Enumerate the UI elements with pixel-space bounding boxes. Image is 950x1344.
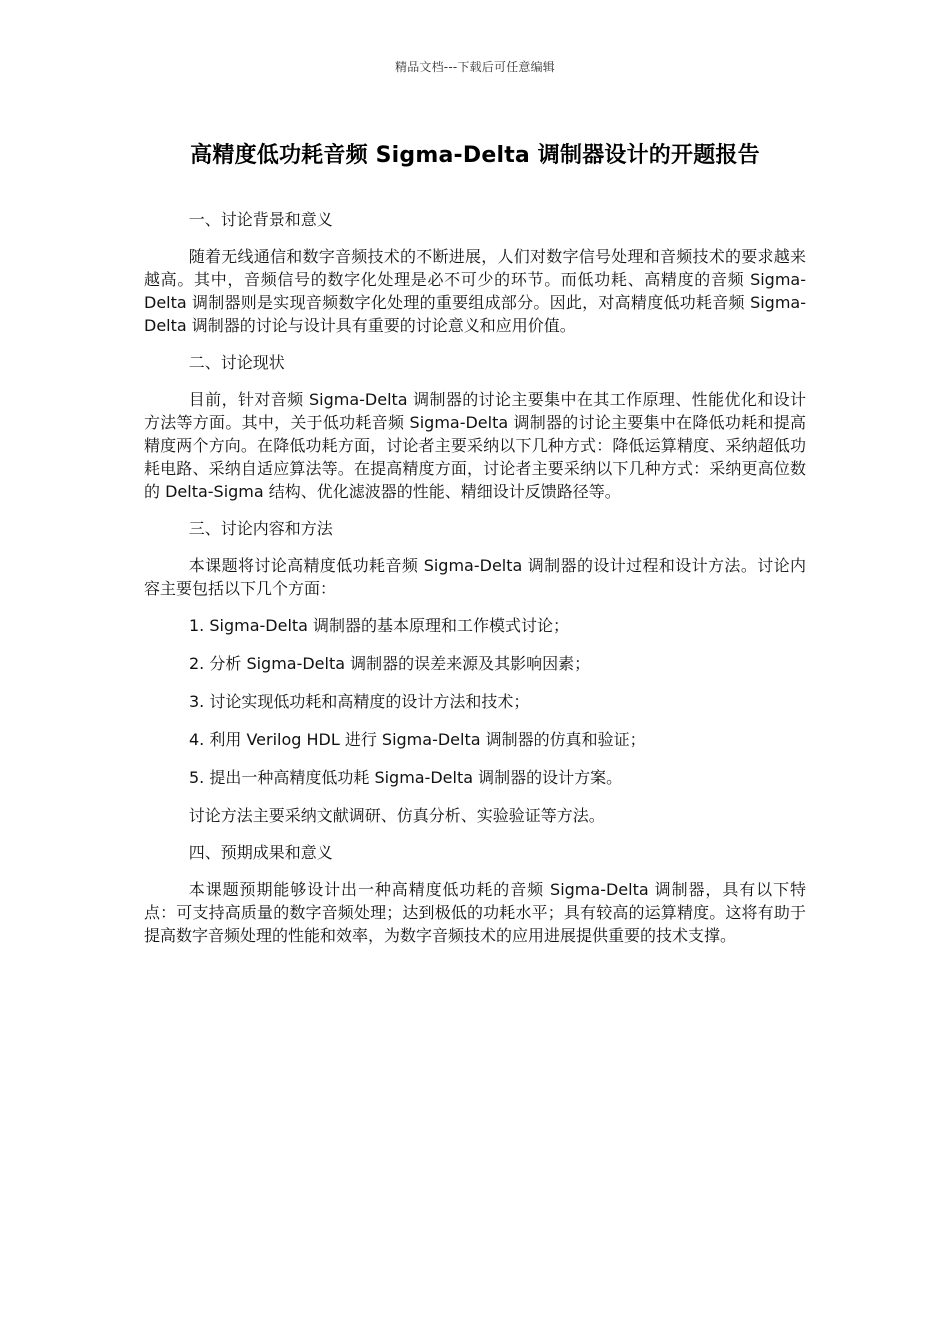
section-heading: 四、预期成果和意义 (188, 843, 333, 862)
section-status (144, 351, 806, 503)
section-heading: 三、讨论内容和方法 (188, 519, 333, 538)
list-item: 2. 分析 Sigma-Delta 调制器的误差来源及其影响因素； (189, 654, 591, 673)
list-item: 5. 提出一种高精度低功耗 Sigma-Delta 调制器的设计方案。 (189, 768, 623, 787)
section-paragraph: 目前，针对音频 Sigma-Delta 调制器的讨论主要集中在其工作原理、性能优化和设计方法等方面。其中，关于低功耗音频 Sigma-Delta 调制器的讨论主要集中在降低功耗和提高精度两个方向。在降低功耗方面，讨论者主要采纳以下几种方式：降低运算精度、采纳超低功耗电路、采纳自适应算法等。在提高精度方面，讨论者主要采纳以下几种方式：采纳更高位数的 Delta-Sigma 结构、优化滤波器的性能、精细设计反馈路径等。 (144, 390, 806, 501)
document-title: 高精度低功耗音频 Sigma-Delta 调制器设计的开题报告 (190, 143, 760, 168)
section-expected-results (144, 841, 806, 947)
list-item: 1. Sigma-Delta 调制器的基本原理和工作模式讨论； (189, 616, 570, 635)
content-list (144, 614, 806, 789)
header-note: 精品文档---下载后可任意编辑 (395, 60, 555, 74)
section-paragraph: 随着无线通信和数字音频技术的不断进展，人们对数字信号处理和音频技术的要求越来越高。其中，音频信号的数字化处理是必不可少的环节。而低功耗、高精度的音频 Sigma-Delta 调制器则是实现音频数字化处理的重要组成部分。因此，对高精度低功耗音频 Sigma-Delta 调制器的讨论与设计具有重要的讨论意义和应用价值。 (144, 247, 806, 335)
document-body (144, 208, 806, 961)
section-background (144, 208, 806, 337)
section-heading: 一、讨论背景和意义 (188, 210, 333, 229)
section-paragraph: 本课题预期能够设计出一种高精度低功耗的音频 Sigma-Delta 调制器，具有以下特点：可支持高质量的数字音频处理；达到极低的功耗水平；具有较高的运算精度。这将有助于提高数字音频处理的性能和效率，为数字音频技术的应用进展提供重要的技术支撑。 (144, 880, 806, 945)
section-content-methods (144, 517, 806, 827)
section-heading: 二、讨论现状 (188, 353, 285, 372)
list-item: 3. 讨论实现低功耗和高精度的设计方法和技术； (189, 692, 530, 711)
list-item: 4. 利用 Verilog HDL 进行 Sigma-Delta 调制器的仿真和验证； (189, 730, 646, 749)
methods-closing: 讨论方法主要采纳文献调研、仿真分析、实验验证等方法。 (188, 806, 605, 825)
section-paragraph: 本课题将讨论高精度低功耗音频 Sigma-Delta 调制器的设计过程和设计方法。讨论内容主要包括以下几个方面： (144, 556, 806, 598)
